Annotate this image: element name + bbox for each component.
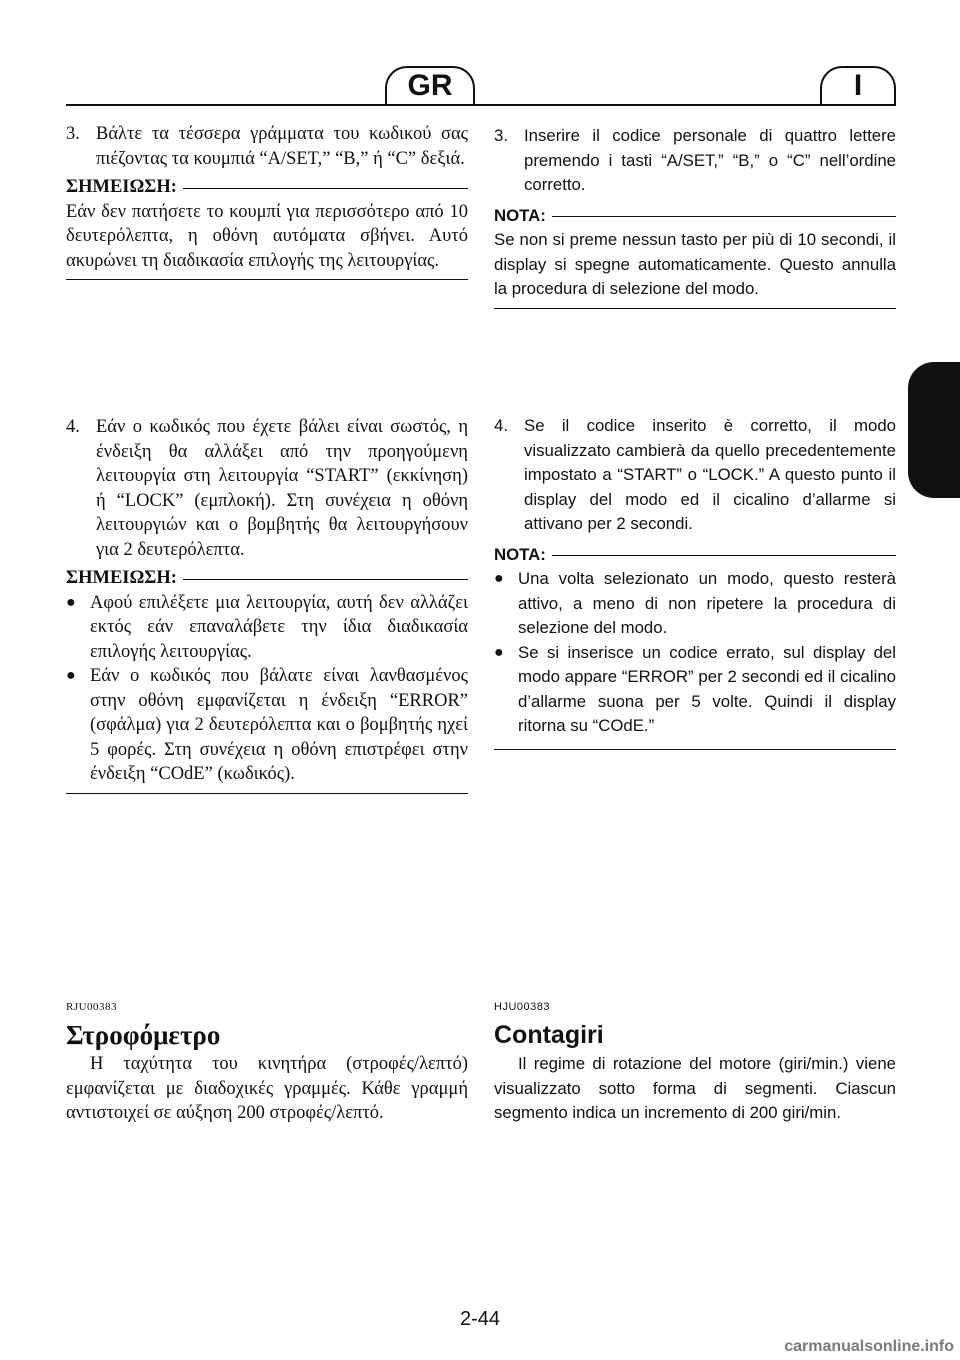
step-number: 4.: [494, 416, 508, 435]
greek-note2-bullet: [66, 664, 468, 787]
greek-note1-text: Εάν δεν πατήσετε το κουμπί για περισσότερο από 10 δευτερόλεπτα, η οθόνη αυτόματα σβήνει. Αυτό ακυρώνει τη διαδικασία επιλογής της λειτουργίας.: [66, 201, 468, 271]
italian-step4-block: [494, 414, 896, 750]
note-end-rule: [494, 749, 896, 750]
greek-tachometer-section: [66, 1000, 468, 1126]
note-label: NOTA:: [494, 544, 546, 564]
section-text: Η ταχύτητα του κινητήρα (στροφές/λεπτό) εμφανίζεται με διαδοχικές γραμμές. Κάθε γραμμή αντιστοιχεί σε αύξηση 200 στροφές/λεπτό.: [66, 1054, 468, 1123]
greek-note1-heading: [66, 175, 468, 200]
italian-note1-text: Se non si preme nessun tasto per più di 10 secondi, il display si spegne automaticamente. Questo annulla la procedura di selezione del modo.: [494, 230, 896, 298]
italian-note2-bullet: [494, 567, 896, 641]
step-text: Εάν ο κωδικός που έχετε βάλει είναι σωστός, η ένδειξη θα αλλάξει από την προηγούμενη λειτουργία στη λειτουργία “START” (εκκίνηση) ή “LOCK” (εμπλοκή). Στη συνέχεια η οθόνη λειτουργιών και ο βομβητής θα λειτουργήσουν για 2 δευτερόλεπτα.: [96, 417, 468, 560]
bullet-icon: ●: [494, 643, 504, 661]
greek-step3-block: [66, 122, 468, 280]
note-label: ΣΗΜΕΙΩΣΗ:: [66, 568, 177, 588]
language-tab-greek: GR: [385, 66, 475, 104]
step-text: Inserire il codice personale di quattro lettere premendo i tasti “A/SET,” “B,” o “C” nell’ordine corretto.: [524, 126, 896, 194]
bullet-text: Εάν ο κωδικός που βάλατε είναι λανθασμένος στην οθόνη εμφανίζεται η ένδειξη “ERROR” (σφάλμα) για 2 δευτερόλεπτα και ο βομβητής ηχεί 5 φορές. Στη συνέχεια η οθόνη επιστρέφει στην ένδειξη “COdE” (κωδικός).: [90, 666, 468, 784]
italian-step3: [494, 124, 896, 198]
note-end-rule: [494, 308, 896, 309]
bullet-text: Αφού επιλέξετε μια λειτουργία, αυτή δεν αλλάζει εκτός εάν επαναλάβετε την ίδια διαδικασία επιλογής λειτουργίας.: [90, 592, 468, 662]
bullet-text: Una volta selezionato un modo, questo resterà attivo, a meno di non ripetere la procedura di selezione del modo.: [518, 569, 896, 637]
chapter-thumb-tab: [908, 362, 960, 498]
greek-step4: [66, 415, 468, 562]
section-title: Στροφόμετρο: [66, 1020, 221, 1050]
section-code: RJU00383: [66, 1001, 118, 1013]
bullet-icon: ●: [66, 667, 76, 684]
note-label: NOTA:: [494, 205, 546, 225]
bullet-text: Se si inserisce un codice errato, sul display del modo appare “ERROR” per 2 secondi ed il cicalino d’allarme suona per 5 volte. Quindi il display ritorna su “COdE.”: [518, 642, 896, 735]
language-tab-italian: I: [820, 66, 896, 104]
step-text: Se il codice inserito è corretto, il modo visualizzato cambierà da quello precedentemente impostato a “START” o “LOCK.” A questo punto il display del modo ed il cicalino d’allarme si attivano per 2 secondi.: [524, 416, 896, 533]
italian-note2-heading: [494, 543, 896, 568]
step-text: Βάλτε τα τέσσερα γράμματα του κωδικού σας πιέζοντας τα κουμπιά “A/SET,” “B,” ή “C” δεξιά.: [96, 124, 468, 169]
greek-note2-bullet: [66, 591, 468, 665]
italian-tachometer-section: [494, 1000, 896, 1126]
header-rule: [66, 104, 896, 106]
italian-step3-block: [494, 124, 896, 309]
step-number: 4.: [66, 417, 80, 437]
section-code: HJU00383: [494, 1001, 550, 1013]
greek-step4-block: [66, 415, 468, 794]
italian-step4: [494, 414, 896, 537]
note-label: ΣΗΜΕΙΩΣΗ:: [66, 177, 177, 197]
watermark: carmanualsonline.info: [784, 1338, 954, 1355]
italian-note2-bullet: [494, 641, 896, 739]
bullet-icon: ●: [66, 593, 76, 611]
section-title: Contagiri: [494, 1021, 604, 1049]
bullet-icon: ●: [494, 570, 504, 587]
step-number: 3.: [66, 124, 80, 144]
note-end-rule: [66, 793, 468, 794]
greek-note2-heading: [66, 566, 468, 591]
note-end-rule: [66, 279, 468, 280]
italian-note1-heading: [494, 204, 896, 229]
page-number: 2-44: [459, 1308, 501, 1330]
step-number: 3.: [494, 126, 508, 145]
section-text: Il regime di rotazione del motore (giri/min.) viene visualizzato sotto forma di segmenti. Ciascun segmento indica un incremento di 200 giri/min.: [494, 1054, 896, 1122]
greek-step3: [66, 122, 468, 171]
